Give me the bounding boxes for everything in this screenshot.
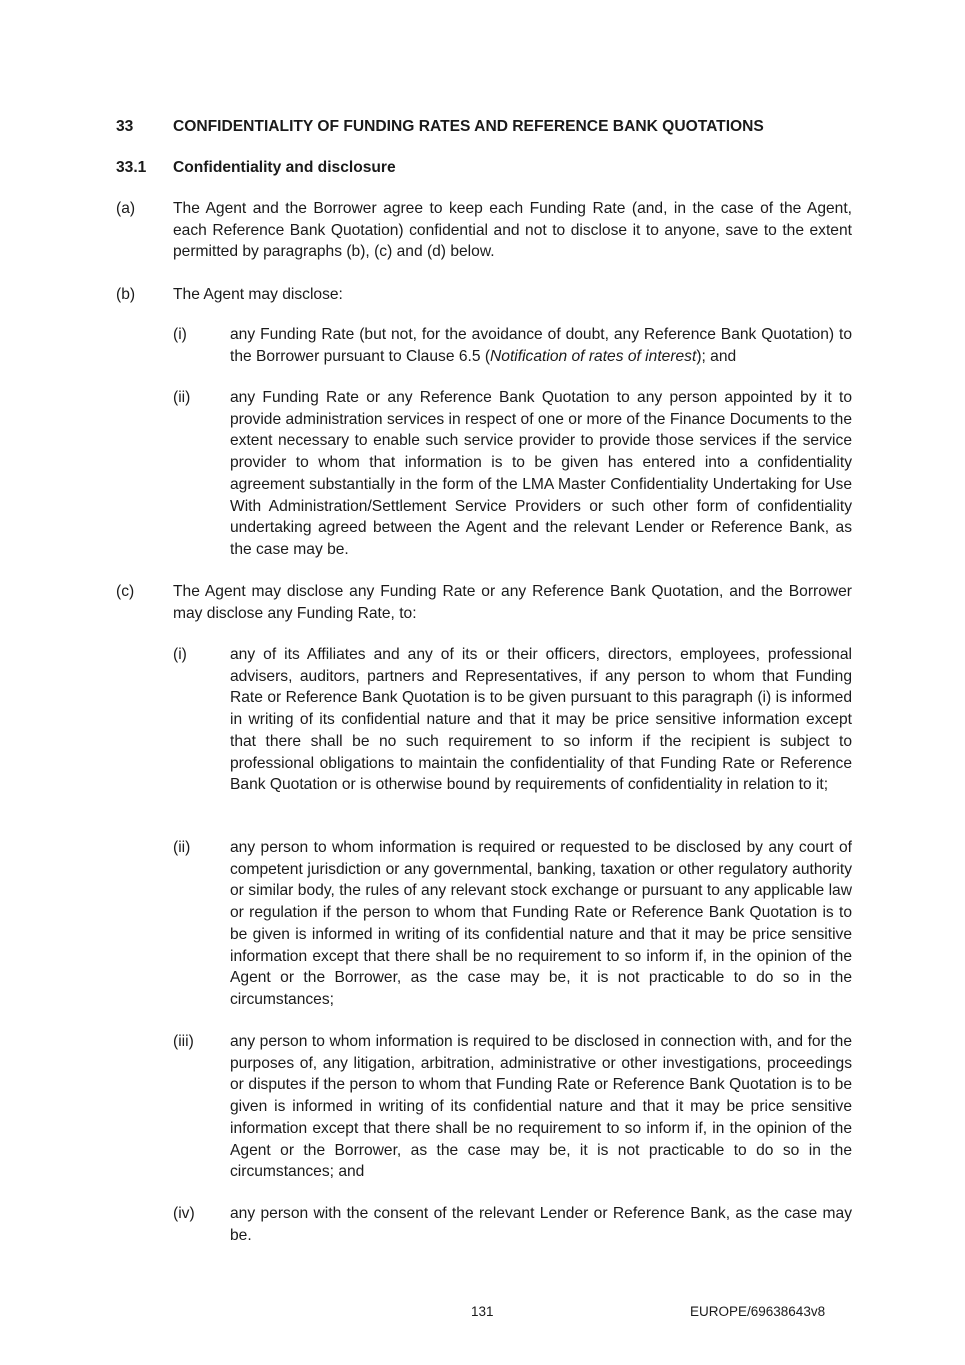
paragraph-text: The Agent and the Borrower agree to keep each Funding Rate (and, in the case of the Agent, each Reference Bank Quotation) confidential and not to disclose it to anyone, save to the extent permitted by paragraphs (b), (c) and (d) below. [173, 200, 852, 261]
paragraph-a [116, 198, 852, 263]
item-text: any Funding Rate or any Reference Bank Quotation to any person appointed by it to provide administration services in respect of one or more of the Finance Documents to the extent necessary to enable such service provider to provide those services if the service provider to whom that information is to be given has entered into a confidentiality agreement substantially in the form of the LMA Master Confidentiality Undertaking for Use With Administration/Settlement Service Providers or such other form of confidentiality undertaking agreed between the Agent and the relevant Lender or Reference Bank, as the case may be. [230, 389, 852, 558]
item-label: (i) [173, 326, 187, 343]
paragraph-text: The Agent may disclose: [173, 286, 343, 303]
item-text: any person with the consent of the relevant Lender or Reference Bank, as the case may be. [230, 1205, 852, 1244]
document-reference: EUROPE/69638643v8 [690, 1304, 826, 1319]
paragraph-b-item-ii [173, 387, 852, 561]
paragraph-label: (c) [116, 583, 135, 600]
section-title: CONFIDENTIALITY OF FUNDING RATES AND REFERENCE BANK QUOTATIONS [173, 118, 764, 135]
item-text: any person to whom information is required to be disclosed in connection with, and for the purposes of, any litigation, arbitration, administrative or other investigations, proceedings or disputes if the person to whom that Funding Rate or Reference Bank Quotation is to be given is informed in writing of its confidential nature and that it may be price sensitive information except that there shall be no requirement to so inform if, in the opinion of the Agent or the Borrower, as the case may be, it is not practicable to do so in the circumstances; and [230, 1033, 852, 1181]
item-label: (ii) [173, 839, 191, 856]
section-number: 33 [116, 118, 134, 135]
paragraph-label: (b) [116, 286, 136, 303]
paragraph-label: (a) [116, 200, 136, 217]
subsection-number: 33.1 [116, 159, 147, 176]
paragraph-c-item-iii [173, 1031, 852, 1183]
paragraph-c-item-ii [173, 837, 852, 1011]
paragraph-text: The Agent may disclose any Funding Rate or any Reference Bank Quotation, and the Borrower may disclose any Funding Rate, to: [173, 583, 852, 622]
item-label: (ii) [173, 389, 191, 406]
paragraph-c-item-iv [173, 1203, 852, 1246]
paragraph-b [116, 284, 852, 306]
subsection-heading [116, 157, 856, 179]
subsection-title: Confidentiality and disclosure [173, 159, 396, 176]
paragraph-b-item-i [173, 324, 852, 367]
section-heading [116, 116, 856, 138]
page-number: 131 [471, 1304, 494, 1319]
item-text: any Funding Rate (but not, for the avoidance of doubt, any Reference Bank Quotation) to the Borrower pursuant to Clause 6.5 (Notification of rates of interest); and [230, 326, 852, 365]
paragraph-c [116, 581, 852, 624]
paragraph-c-item-i [173, 644, 852, 796]
item-label: (iv) [173, 1205, 195, 1222]
item-label: (i) [173, 646, 187, 663]
item-label: (iii) [173, 1033, 194, 1050]
item-text: any person to whom information is required or requested to be disclosed by any court of competent jurisdiction or any governmental, banking, taxation or other regulatory authority or similar body, the rules of any relevant stock exchange or pursuant to any applicable law or regulation if the person to whom that Funding Rate or Reference Bank Quotation is to be given is informed in writing of its confidential nature and that it may be price sensitive information except that there shall be no requirement to so inform if, in the opinion of the Agent or the Borrower, as the case may be, it is not practicable to do so in the circumstances; [230, 839, 852, 1008]
item-text: any of its Affiliates and any of its or their officers, directors, employees, professional advisers, auditors, partners and Representatives, if any person to whom that Funding Rate or Reference Bank Quotation is to be given pursuant to this paragraph (i) is informed in writing of its confidential nature and that it may be price sensitive information except that there shall be no such requirement to so inform if the recipient is subject to professional obligations to maintain the confidentiality of that Funding Rate or Reference Bank Quotation or is otherwise bound by requirements of confidentiality in relation to it; [230, 646, 852, 794]
clause-reference-title: Notification of rates of interest [490, 347, 697, 365]
